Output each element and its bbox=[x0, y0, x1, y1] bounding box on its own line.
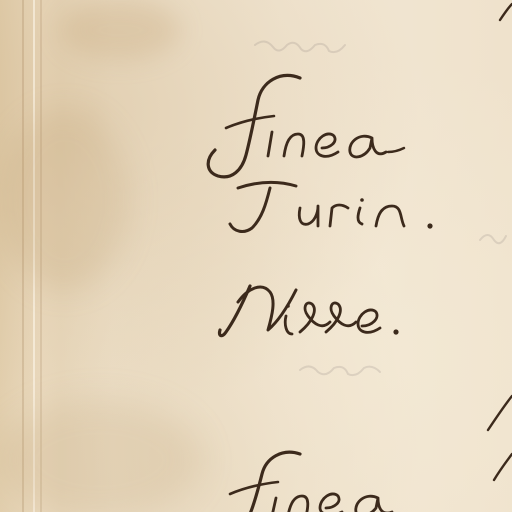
paper-stain bbox=[0, 110, 130, 290]
page-fold-highlight bbox=[33, 0, 35, 512]
paper-stain bbox=[0, 400, 200, 512]
page-fold-line bbox=[22, 0, 24, 512]
page-fold-line bbox=[40, 0, 42, 512]
paper-stain bbox=[60, 0, 180, 60]
